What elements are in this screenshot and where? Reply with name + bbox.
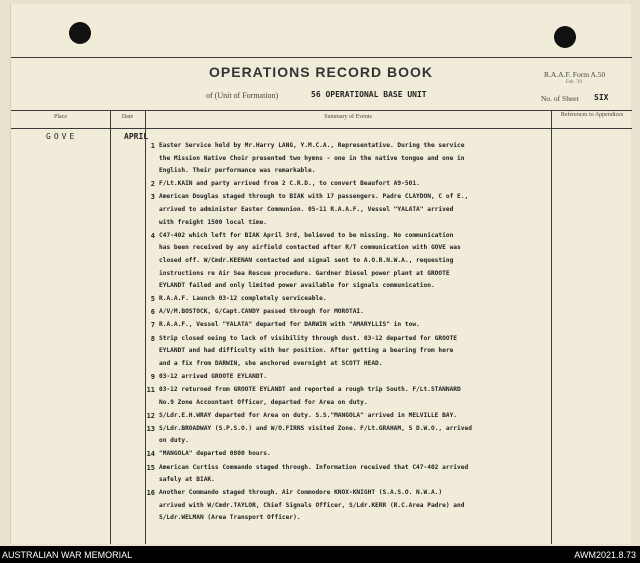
place-value: GOVE <box>46 132 78 141</box>
unit-name: 56 OPERATIONAL BASE UNIT <box>311 90 427 99</box>
entry-day: 8 <box>150 334 155 343</box>
entry-text-line: S/Ldr.E.H.WRAY departed for Area on duty. S.S."MANGOLA" arrived in MELVILLE BAY. <box>159 411 458 419</box>
entry-day: 2 <box>150 180 155 189</box>
entry-text-line: and a fix from DARWIN, she anchored overnight at SCOTT HEAD. <box>159 359 383 367</box>
entry-text-line: closed off. W/Cmdr.KEENAN contacted and signal sent to A.O.R.N.W.A., requesting <box>159 256 454 264</box>
archive-reference: AWM2021.8.73 <box>574 550 636 560</box>
entry-day: 5 <box>150 295 155 304</box>
entry-text-line: on duty. <box>159 437 189 445</box>
entry-day: 9 <box>150 372 155 381</box>
punch-hole <box>69 22 91 44</box>
date-column-header: Date <box>121 114 134 120</box>
entry-text-line: 03-12 returned from GROOTE EYLANDT and reported a rough trip South. F/Lt.STANNARD <box>159 385 461 393</box>
entry-day: 4 <box>150 231 155 240</box>
entry-text-line: English. Their performance was remarkable. <box>159 167 316 175</box>
entry-text-line: "MANGOLA" departed 0800 hours. <box>159 450 271 458</box>
entry-text-line: American Douglas staged through to BIAK with 17 passengers. Padre CLAYDON, C of E., <box>159 193 469 201</box>
form-number: R.A.A.F. Form A.50 <box>544 70 606 79</box>
entry-text-line: F/Lt.KAIN and party arrived from 2 C.R.D., to convert Beaufort A9-501. <box>159 180 420 188</box>
entry-text-line: American Curtiss Commando staged through. Information received that C47-402 arrived <box>159 463 469 471</box>
entry-text-line: A/V/M.BOSTOCK, G/Capt.CANDY passed through for MOROTAI. <box>159 308 364 316</box>
entry-text-line: arrived to administer Easter Communion. 05-11 R.A.A.F., Vessel "YALATA" arrived <box>159 206 454 213</box>
entry-text-line: R.A.A.F., Vessel "YALATA" departed for DARWIN with "AMARYLLIS" in tow. <box>159 321 420 329</box>
entry-text-line: instructions re Air Sea Rescue procedure. Gardner Diesel power plant at GROOTE <box>159 269 450 277</box>
references-column-header: References to Appendices <box>560 112 624 118</box>
entry-day: 6 <box>150 308 155 317</box>
entry-text-line: the Mission Native Choir presented two hymns - one in the native tongue and one in <box>159 154 465 162</box>
entry-text-line: S/Ldr.BROADWAY (S.P.S.O.) and W/O.FIRNS visited Zone. F/Lt.GRAHAM, S D.W.O., arrived <box>159 424 472 432</box>
punch-hole <box>554 26 576 48</box>
summary-column-header: Summary of Events <box>324 114 372 120</box>
entry-day: 1 <box>150 142 155 150</box>
entry-text-line: safely at BIAK. <box>159 476 215 484</box>
entry-day: 3 <box>150 193 155 202</box>
entry-text-line: Strip closed oeing to lack of visibility through dust. 03-12 departed for GROOTE <box>159 334 458 342</box>
entry-text-line: with freight 1500 local time. <box>159 218 268 226</box>
entry-day: 12 <box>146 411 155 420</box>
entry-text-line: C47-402 which left for BIAK April 3rd, believed to be missing. No communication <box>159 231 454 239</box>
entry-text-line: EYLANDT failed and only limited power available for signals communication. <box>159 282 435 290</box>
month-value: APRIL <box>124 132 149 141</box>
record-sheet <box>10 4 631 544</box>
entry-text-line: R.A.A.F. Launch 03-12 completely serviceable. <box>159 295 327 303</box>
entry-text-line: EYLANDT and had difficulty with her position. After getting a bearing from here <box>159 347 454 355</box>
place-column-header: Place <box>54 114 67 120</box>
place-column-divider <box>110 110 111 544</box>
page-title: OPERATIONS RECORD BOOK <box>209 64 433 80</box>
sheet-number: SIX <box>594 93 609 102</box>
top-rule <box>11 57 632 58</box>
entry-text-line: No.9 Zone Accountant Officer, departed for Area on duty. <box>159 398 368 406</box>
header-rule <box>11 110 632 111</box>
entry-day: 14 <box>146 450 155 459</box>
column-head-rule <box>11 128 632 129</box>
form-date: Feb. '39 <box>566 80 582 85</box>
entry-text-line: arrived with W/Cmdr.TAYLOR, Chief Signals Officer, S/Ldr.KERR (R.C.Area Padre) and <box>159 501 465 509</box>
entry-day: 13 <box>146 424 155 433</box>
entry-day: 7 <box>150 321 155 330</box>
entry-text-line: Another Commando staged through. Air Commodore KNOX-KNIGHT (S.A.S.O. N.W.A.) <box>159 489 443 497</box>
entry-day: 15 <box>146 463 155 472</box>
entry-text-line: 03-12 arrived GROOTE EYLANDT. <box>159 372 268 380</box>
summary-column-divider <box>551 110 552 544</box>
entry-day: 16 <box>146 489 155 498</box>
entry-day: 11 <box>146 385 155 394</box>
entry-text-line: has been received by any airfield contacted after R/T communication with GOVE was <box>159 244 461 252</box>
entry-text-line: Easter Service held by Mr.Harry LANG, Y.M.C.A., Representative. During the service <box>159 142 465 149</box>
entry-text-line: S/Ldr.WELMAN (Area Transport Officer). <box>159 514 301 522</box>
unit-label: of (Unit of Formation) <box>206 91 279 100</box>
archive-credit: AUSTRALIAN WAR MEMORIAL <box>2 550 133 560</box>
sheet-label: No. of Sheet <box>541 94 579 103</box>
